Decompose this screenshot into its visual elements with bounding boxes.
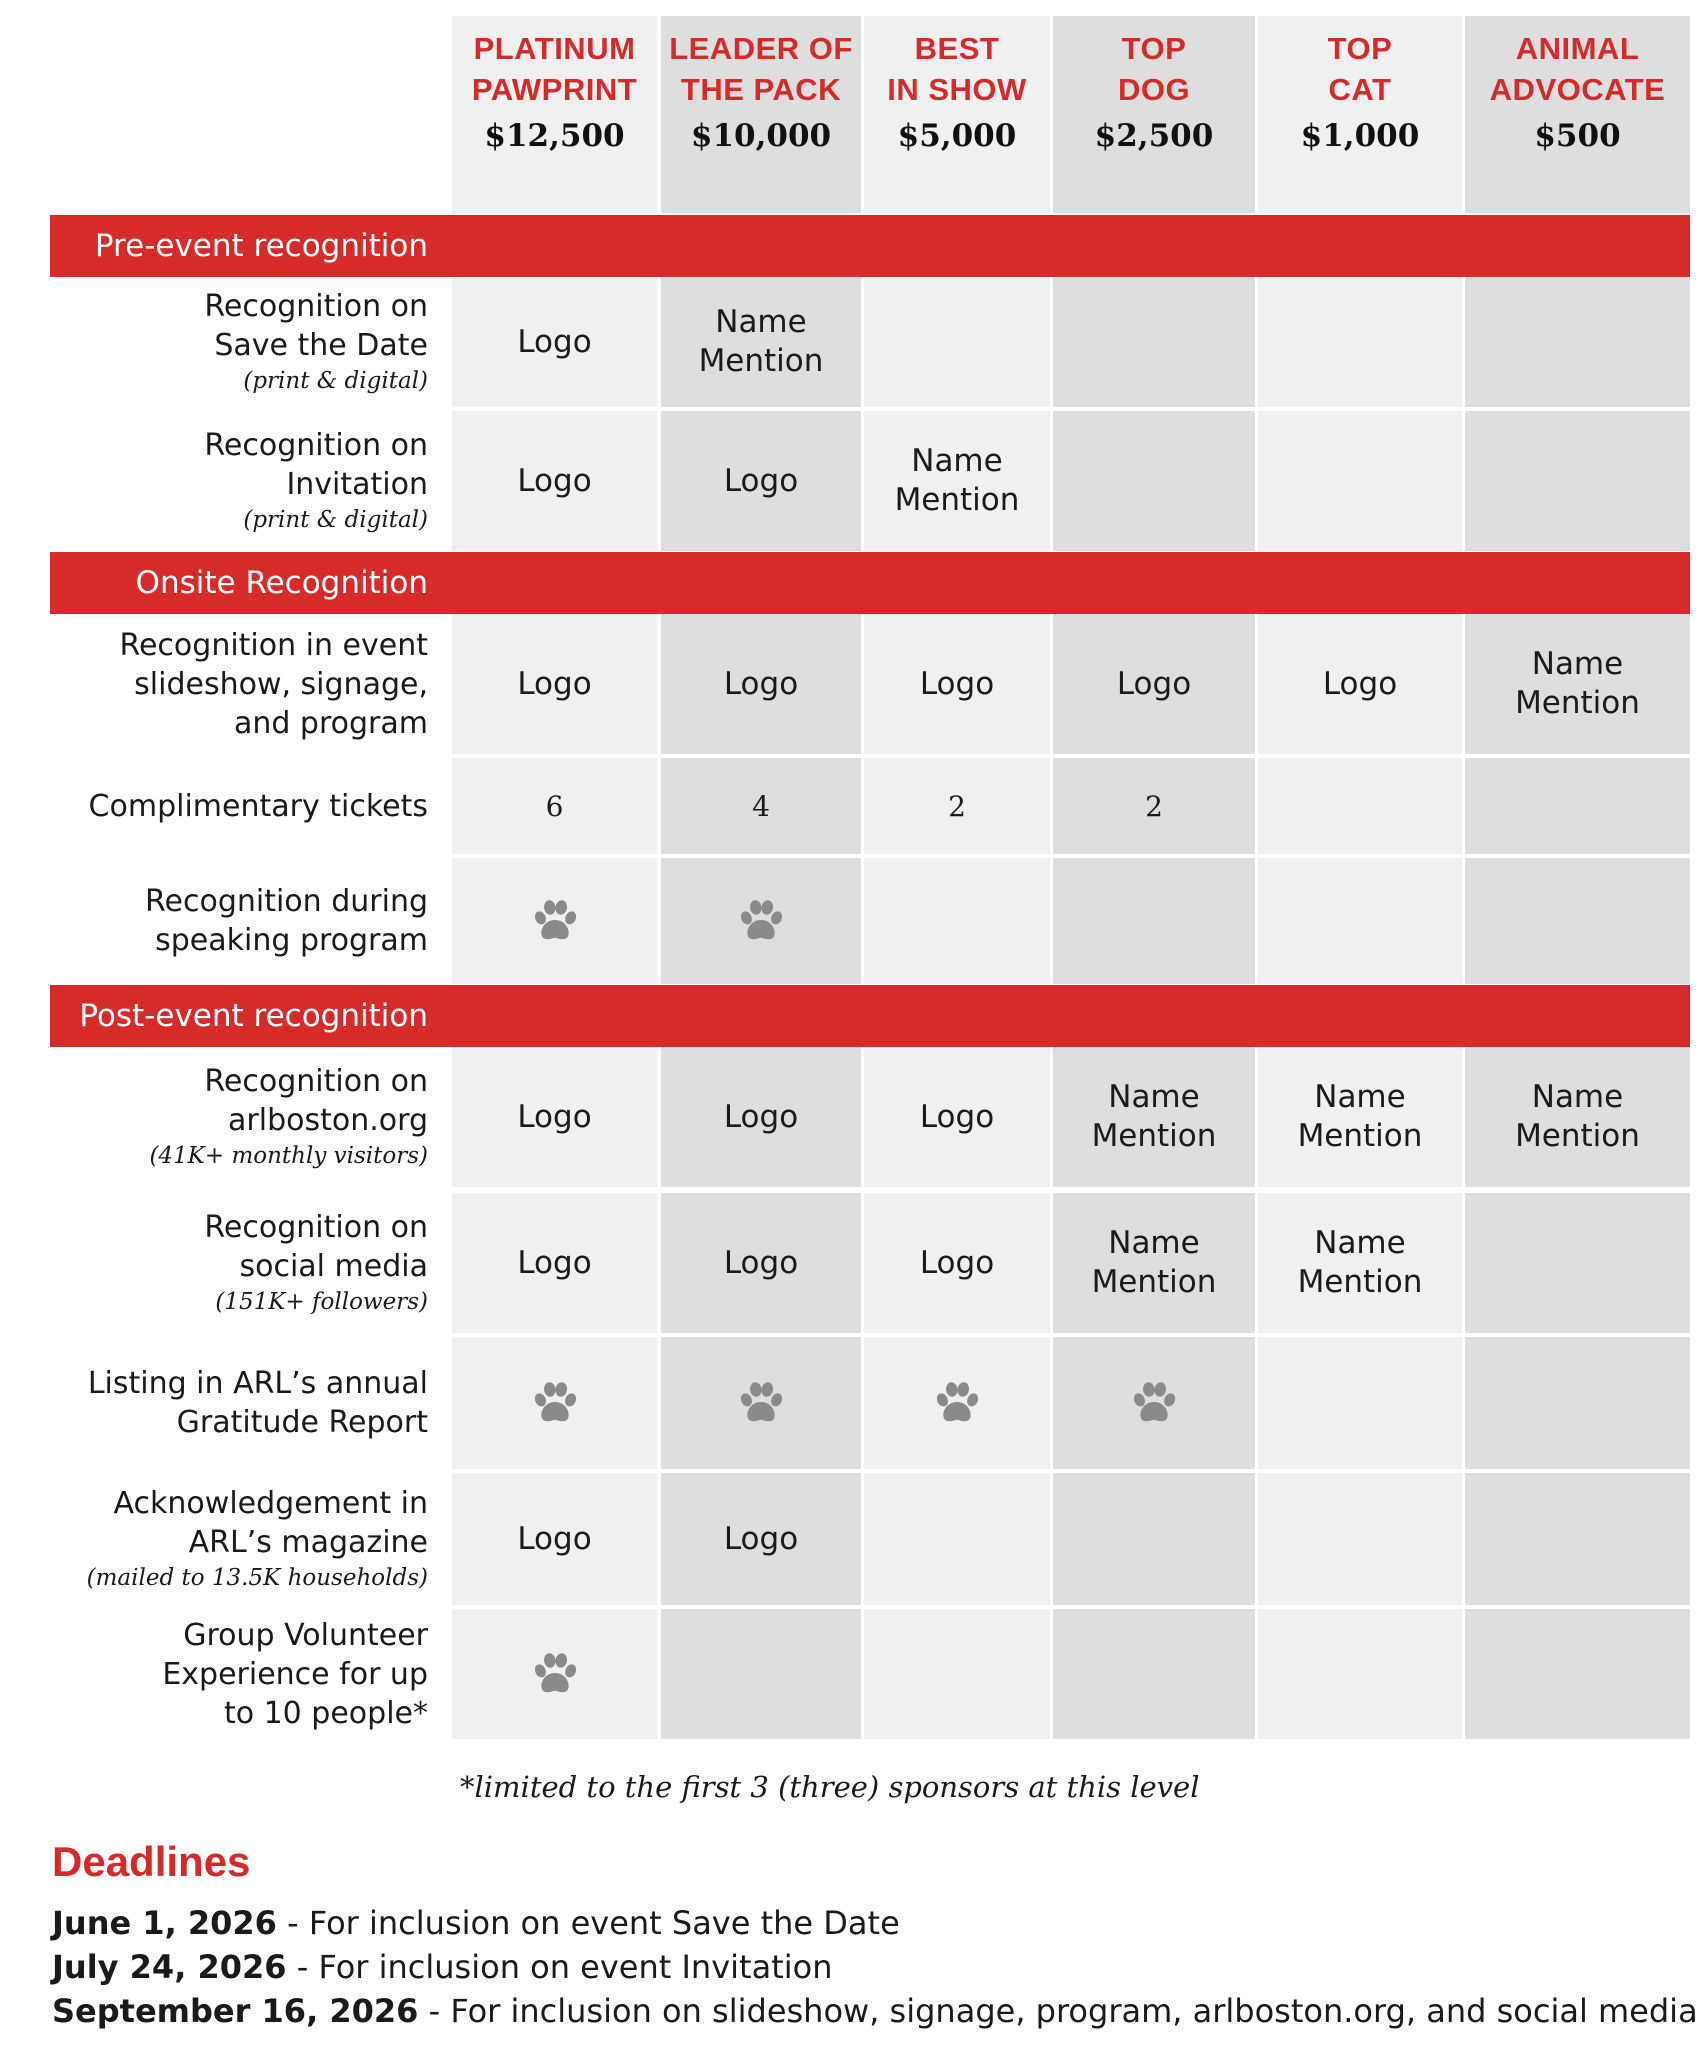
table-cell	[1258, 758, 1462, 854]
row-label-text: Complimentary tickets	[88, 788, 428, 824]
table-cell: Logo	[661, 614, 861, 754]
tier-price: $12,500	[484, 118, 625, 154]
tier-name: ANIMAL ADVOCATE	[1489, 31, 1666, 107]
table-cell	[452, 1609, 657, 1739]
table-cell: Name Mention	[1258, 1193, 1462, 1333]
table-cell: Logo	[1053, 614, 1255, 754]
table-cell	[864, 277, 1050, 407]
table-cell: Name Mention	[864, 411, 1050, 551]
tier-header	[1258, 16, 1462, 213]
row-label-text: Recognition on Save the Date	[204, 289, 428, 363]
row-label	[50, 1337, 428, 1469]
row-label	[50, 758, 428, 854]
row-label-note: (41K+ monthly visitors)	[149, 1143, 428, 1169]
deadline-date: June 1, 2026	[52, 1904, 277, 1942]
table-cell	[1258, 858, 1462, 984]
deadline-text: - For inclusion on event Save the Date	[276, 1904, 900, 1942]
row-label	[50, 277, 428, 407]
table-cell	[1465, 411, 1690, 551]
table-cell: Logo	[661, 1047, 861, 1187]
paw-icon	[1128, 1377, 1180, 1429]
tier-price: $2,500	[1094, 118, 1214, 154]
table-cell: Logo	[864, 1193, 1050, 1333]
deadline-text: - For inclusion on event Invitation	[286, 1948, 833, 1986]
table-cell: 6	[452, 758, 657, 854]
paw-icon	[529, 895, 581, 947]
row-label-note: (mailed to 13.5K households)	[86, 1565, 428, 1591]
table-cell	[1465, 277, 1690, 407]
table-cell	[661, 858, 861, 984]
section-title: Onsite Recognition	[135, 565, 428, 601]
table-cell	[1258, 411, 1462, 551]
table-cell: Logo	[452, 277, 657, 407]
table-cell: Name Mention	[1465, 614, 1690, 754]
paw-icon	[529, 1377, 581, 1429]
table-cell: Name Mention	[1465, 1047, 1690, 1187]
table-cell: Name Mention	[1258, 1047, 1462, 1187]
tier-header	[661, 16, 861, 213]
deadline-item	[52, 1904, 900, 1942]
row-label-text: Listing in ARL’s annual Gratitude Report	[87, 1366, 428, 1440]
row-label-text: Recognition during speaking program	[145, 884, 428, 958]
row-label-text: Recognition on arlboston.org	[204, 1064, 428, 1138]
tier-name: TOP CAT	[1327, 31, 1393, 107]
table-cell	[1465, 1337, 1690, 1469]
table-cell	[1053, 1609, 1255, 1739]
tier-name: LEADER OF THE PACK	[669, 31, 853, 107]
table-cell	[1465, 1193, 1690, 1333]
table-cell	[452, 1337, 657, 1469]
tier-name: BEST IN SHOW	[887, 31, 1027, 107]
table-cell	[1053, 858, 1255, 984]
table-cell: Logo	[864, 614, 1050, 754]
table-cell: Logo	[864, 1047, 1050, 1187]
table-cell	[1465, 1473, 1690, 1605]
row-label-text: Group Volunteer Experience for up to 10 people*	[162, 1617, 428, 1731]
table-cell: Name Mention	[1053, 1047, 1255, 1187]
row-label	[50, 614, 428, 754]
tier-price: $1,000	[1300, 118, 1420, 154]
row-label	[50, 1193, 428, 1333]
deadlines-title: Deadlines	[52, 1838, 251, 1885]
tier-header	[1465, 16, 1690, 213]
paw-icon	[931, 1377, 983, 1429]
tier-price: $10,000	[690, 118, 832, 154]
table-cell	[864, 1609, 1050, 1739]
table-cell	[1053, 277, 1255, 407]
deadline-text: - For inclusion on slideshow, signage, program, arlboston.org, and social media	[418, 1992, 1698, 2030]
tier-name: PLATINUM PAWPRINT	[471, 31, 638, 107]
tier-header	[864, 16, 1050, 213]
tier-price: $500	[1534, 118, 1621, 154]
deadline-date: September 16, 2026	[52, 1992, 419, 2030]
table-cell	[1053, 1337, 1255, 1469]
row-label-note: (print & digital)	[243, 507, 428, 533]
deadline-item	[52, 1948, 832, 1986]
table-cell: 4	[661, 758, 861, 854]
table-cell: Logo	[452, 411, 657, 551]
table-cell	[1465, 1609, 1690, 1739]
paw-icon	[529, 1648, 581, 1700]
tier-header	[452, 16, 657, 213]
table-cell: Logo	[661, 1193, 861, 1333]
table-cell: Logo	[452, 1047, 657, 1187]
table-cell	[661, 1337, 861, 1469]
section-title: Pre-event recognition	[94, 228, 428, 264]
table-cell: Logo	[661, 411, 861, 551]
deadline-item	[52, 1992, 1698, 2030]
table-cell	[864, 858, 1050, 984]
table-cell: Name Mention	[1053, 1193, 1255, 1333]
row-label	[50, 1047, 428, 1187]
table-cell	[1258, 1609, 1462, 1739]
table-cell: Logo	[452, 614, 657, 754]
row-label-text: Recognition on Invitation	[204, 428, 428, 502]
table-cell	[864, 1473, 1050, 1605]
table-cell	[1258, 1337, 1462, 1469]
row-label-text: Acknowledgement in ARL’s magazine	[113, 1486, 428, 1560]
row-label	[50, 411, 428, 551]
table-cell	[1465, 858, 1690, 984]
table-cell: Logo	[1258, 614, 1462, 754]
table-cell: Logo	[452, 1473, 657, 1605]
table-cell	[1053, 1473, 1255, 1605]
table-cell	[1258, 1473, 1462, 1605]
paw-icon	[735, 1377, 787, 1429]
table-cell: 2	[864, 758, 1050, 854]
table-cell	[1465, 758, 1690, 854]
row-label-note: (151K+ followers)	[215, 1289, 428, 1315]
row-label	[50, 1473, 428, 1605]
tier-header	[1053, 16, 1255, 213]
section-title: Post-event recognition	[79, 998, 428, 1034]
table-cell: Name Mention	[661, 277, 861, 407]
footnote: *limited to the first 3 (three) sponsors at this level	[460, 1770, 1200, 1804]
deadline-date: July 24, 2026	[52, 1948, 287, 1986]
table-cell: 2	[1053, 758, 1255, 854]
row-label-text: Recognition in event slideshow, signage, and program	[119, 627, 428, 741]
row-label-note: (print & digital)	[243, 368, 428, 394]
row-label	[50, 858, 428, 984]
table-cell	[661, 1609, 861, 1739]
table-cell	[1053, 411, 1255, 551]
table-cell	[864, 1337, 1050, 1469]
tier-price: $5,000	[897, 118, 1017, 154]
table-cell	[1258, 277, 1462, 407]
table-cell: Logo	[661, 1473, 861, 1605]
table-cell	[452, 858, 657, 984]
table-cell: Logo	[452, 1193, 657, 1333]
paw-icon	[735, 895, 787, 947]
row-label-text: Recognition on social media	[204, 1210, 428, 1284]
row-label	[50, 1609, 428, 1739]
tier-name: TOP DOG	[1117, 31, 1191, 107]
